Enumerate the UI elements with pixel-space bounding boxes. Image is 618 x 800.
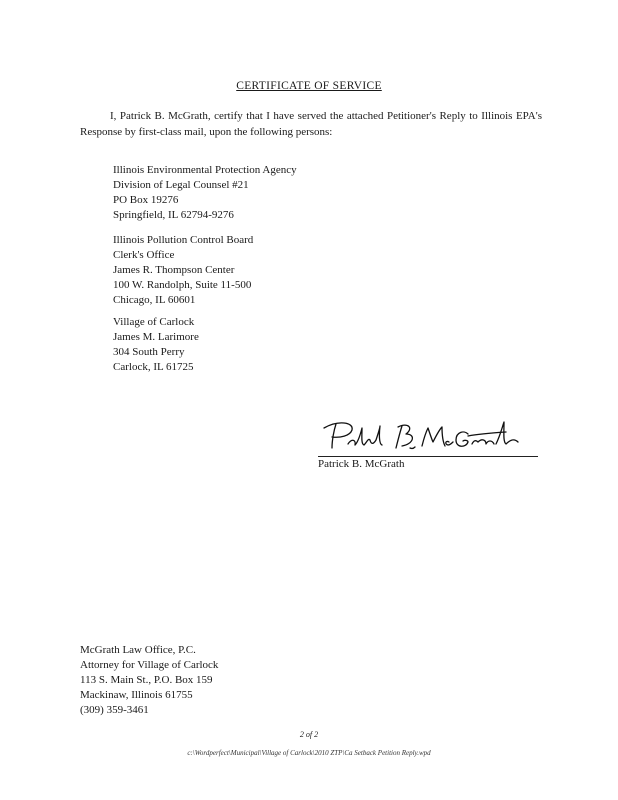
signature-line <box>318 456 538 457</box>
page-title: CERTIFICATE OF SERVICE <box>236 80 382 92</box>
address-line: 100 W. Randolph, Suite 11-500 <box>113 279 252 291</box>
address-line: PO Box 19276 <box>113 194 179 206</box>
page-number: 2 of 2 <box>299 730 319 739</box>
address-line: Illinois Environmental Protection Agency <box>113 164 297 176</box>
address-line: 304 South Perry <box>113 346 185 358</box>
recipient-address-block <box>113 163 297 223</box>
address-line: Springfield, IL 62794-9276 <box>113 209 234 221</box>
address-line: (309) 359-3461 <box>80 704 149 716</box>
recipient-address-block <box>113 233 253 308</box>
address-line: James M. Larimore <box>113 331 199 343</box>
signer-printed-name: Patrick B. McGrath <box>318 458 405 470</box>
address-line: James R. Thompson Center <box>113 264 235 276</box>
address-line: Village of Carlock <box>113 316 195 328</box>
address-line: Division of Legal Counsel #21 <box>113 179 249 191</box>
document-file-path: c:\Wordperfect\Municipal\Village of Carlock\2010 ZTP\Ca Setback Petition Reply.wpd <box>187 749 431 757</box>
address-line: McGrath Law Office, P.C. <box>80 644 196 656</box>
address-line: Mackinaw, Illinois 61755 <box>80 689 193 701</box>
address-line: Illinois Pollution Control Board <box>113 234 254 246</box>
address-line: 113 S. Main St., P.O. Box 159 <box>80 674 213 686</box>
address-line: Attorney for Village of Carlock <box>80 659 219 671</box>
address-line: Chicago, IL 60601 <box>113 294 196 306</box>
address-line: Carlock, IL 61725 <box>113 361 194 373</box>
address-line: Clerk's Office <box>113 249 175 261</box>
certification-paragraph: I, Patrick B. McGrath, certify that I have served the attached Petitioner's Reply to Illinois EPA's Response by first-class mail, upon the following persons: <box>80 110 542 138</box>
law-office-address-block <box>80 643 218 718</box>
handwritten-signature <box>318 418 540 458</box>
recipient-address-block <box>113 315 199 375</box>
signature-block <box>318 418 540 470</box>
